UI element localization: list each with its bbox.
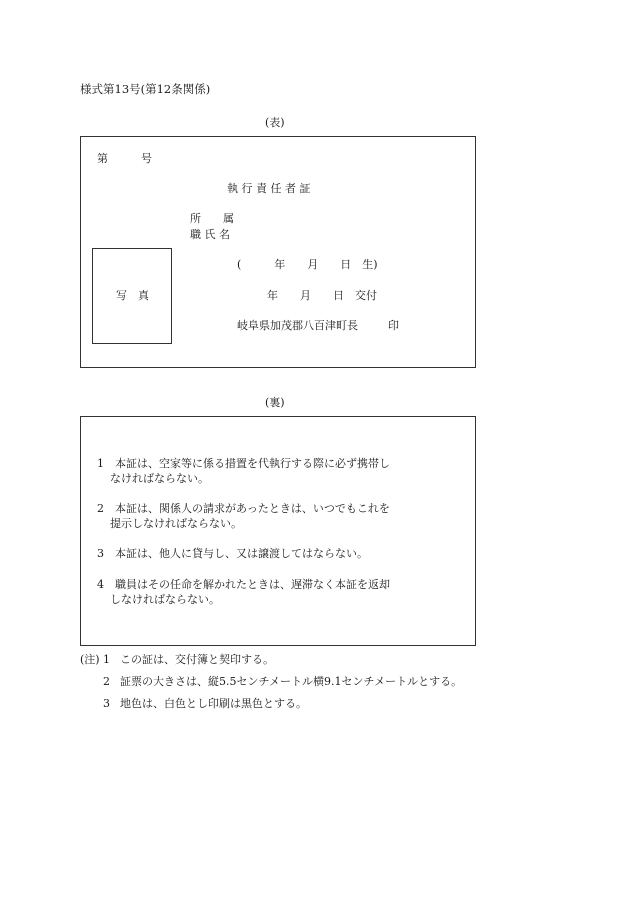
number-label: 第 号 [97,152,152,165]
affiliation-label: 所 属 [190,212,234,225]
seal-mark: 印 [388,319,399,332]
item-3-num: 3 [97,547,104,560]
item-3-line1: 本証は、他人に貸与し、又は譲渡してはならない。 [115,547,368,560]
note-1-num: 1 [103,653,110,666]
card-title: 執 行 責 任 者 証 [227,182,311,195]
item-1-num: 1 [97,457,104,470]
item-4-line2: しなければならない。 [110,593,220,606]
birth-line: ( 年 月 日 生) [237,258,378,271]
item-2-line1: 本証は、関係人の請求があったときは、いつでもこれを [115,502,390,515]
note-2-text: 証票の大きさは、縦5.5センチメートル横9.1センチメートルとする。 [120,675,463,688]
item-4-num: 4 [97,578,104,591]
name-label: 職 氏 名 [190,228,230,241]
photo-label: 写 真 [116,289,149,302]
issuer: 岐阜県加茂郡八百津町長 [237,319,358,332]
issue-line: 年 月 日 交付 [267,289,377,302]
note-3-num: 3 [103,697,110,710]
note-2-num: 2 [103,675,110,688]
item-2-num: 2 [97,502,104,515]
item-1-line2: なければならない。 [110,472,209,485]
item-1-line1: 本証は、空家等に係る措置を代執行する際に必ず携帯し [115,457,390,470]
note-3-text: 地色は、白色とし印刷は黒色とする。 [120,697,307,710]
note-1-text: この証は、交付簿と契印する。 [120,653,274,666]
item-2-line2: 提示しなければならない。 [110,517,242,530]
item-4-line1: 職員はその任命を解かれたときは、遅滞なく本証を返却 [115,578,390,591]
front-side-label: (表) [265,116,285,129]
form-number: 様式第13号(第12条関係) [80,82,211,96]
back-side-label: (裏) [265,396,285,409]
back-card [80,416,476,646]
notes-prefix: (注) [80,653,100,666]
